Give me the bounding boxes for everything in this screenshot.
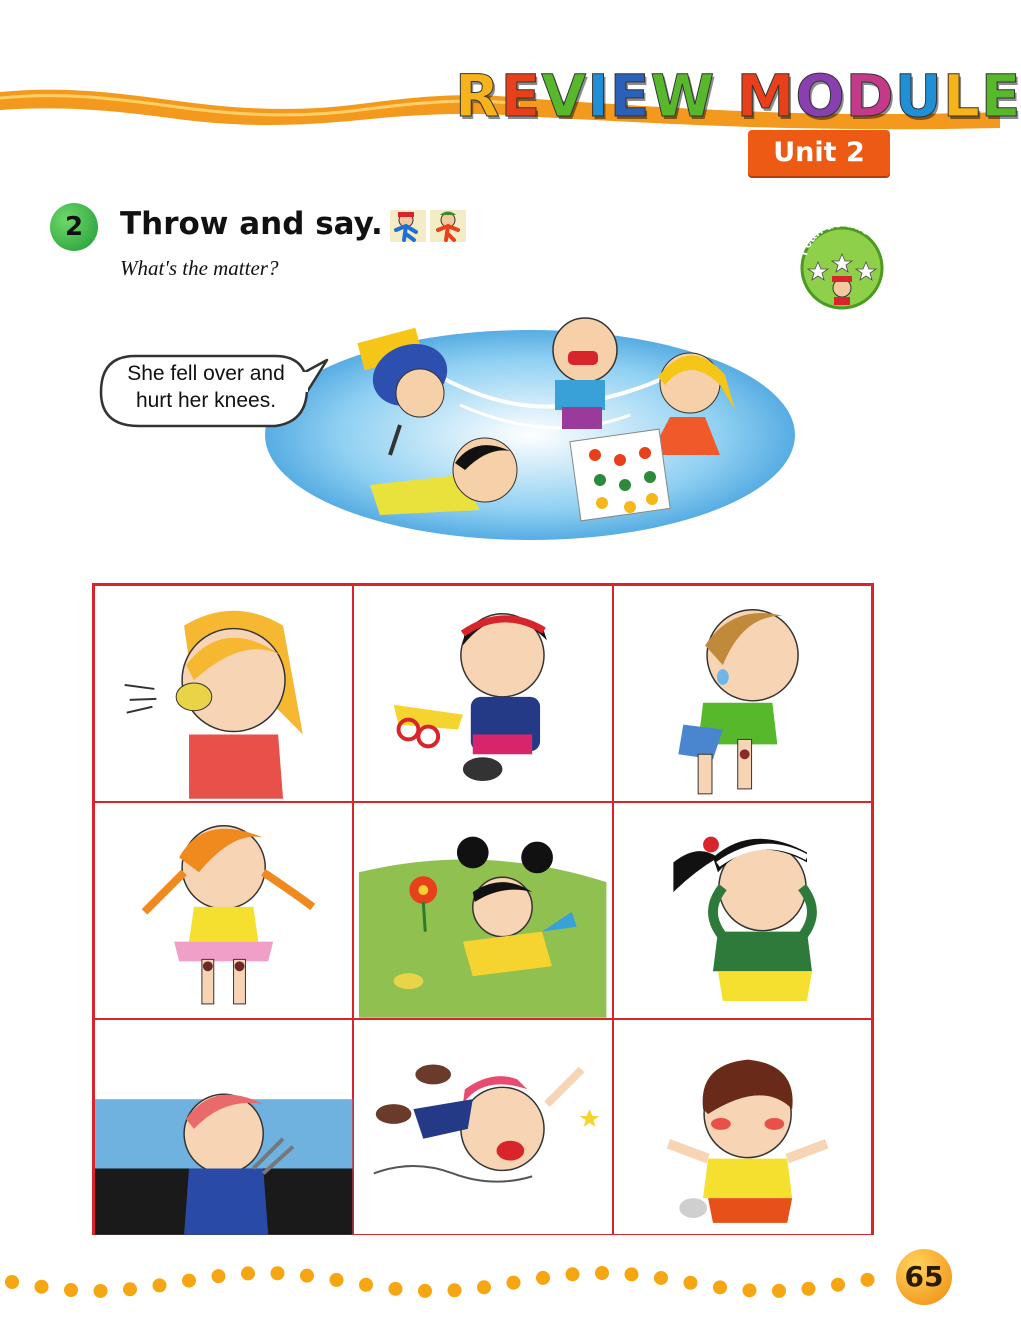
title-letter: O [795, 62, 846, 130]
title-letter: W [650, 62, 716, 130]
boy-fell-over-icon [353, 1019, 612, 1236]
activity-prompt: What's the matter? [120, 256, 279, 280]
speech-bubble-text [95, 360, 317, 424]
title-letter: V [541, 62, 588, 130]
title-letter: E [609, 62, 651, 130]
footer-dot [772, 1284, 786, 1298]
title-letter: D [845, 62, 895, 130]
title-letter: U [894, 62, 943, 130]
footer-dot [713, 1280, 727, 1294]
footer-dot [389, 1282, 403, 1296]
title-letter: E [980, 62, 1021, 130]
footer-dot [5, 1275, 19, 1289]
can-do-label: I can do this [795, 214, 874, 257]
i-can-do-this-badge [792, 212, 892, 312]
title-letter: R [455, 62, 501, 130]
children-playing-icon [388, 208, 468, 244]
title-letter [715, 62, 736, 130]
footer-dot [94, 1284, 108, 1298]
footer-dot [802, 1282, 816, 1296]
title-letter: I [587, 62, 610, 130]
footer-dot [566, 1267, 580, 1281]
footer-dot [271, 1266, 285, 1280]
activity-title: Throw and say. [120, 206, 383, 242]
boy-hot-and-sweaty-icon [613, 1019, 872, 1236]
girl-fell-over-on-grass-icon [353, 802, 612, 1019]
ailment-picture-grid [92, 583, 874, 1235]
activity-number-badge: 2 [50, 203, 98, 251]
title-letter: M [736, 62, 796, 130]
girl-sneezing-icon [94, 585, 353, 802]
footer-dot [625, 1267, 639, 1281]
footer-dot [300, 1269, 314, 1283]
footer-dot [212, 1269, 226, 1283]
page-number: 65 [896, 1249, 952, 1305]
footer-dot [418, 1284, 432, 1298]
footer-dot [536, 1271, 550, 1285]
boy-toothache-icon [94, 1019, 353, 1236]
title-letter: L [942, 62, 981, 130]
footer-dot [182, 1274, 196, 1288]
girl-cut-finger-with-scissors-icon [353, 585, 612, 802]
footer-dot [861, 1273, 875, 1287]
footer-dot [241, 1266, 255, 1280]
footer-dot [595, 1266, 609, 1280]
footer-dot [743, 1283, 757, 1297]
footer-dot [448, 1283, 462, 1297]
review-module-title [455, 62, 1021, 142]
footer-dot [123, 1282, 137, 1296]
footer-dot [831, 1278, 845, 1292]
footer-dot [507, 1276, 521, 1290]
boy-hurt-knee-icon [613, 585, 872, 802]
girl-headache-icon [613, 802, 872, 1019]
footer-dot [35, 1280, 49, 1294]
footer-dot [64, 1283, 78, 1297]
children-playing-illustration [250, 295, 790, 565]
unit-badge: Unit 2 [748, 130, 890, 176]
speech-line-2: hurt her knees. [135, 389, 277, 412]
girl-hurt-knees-icon [94, 802, 353, 1019]
footer-dot [153, 1278, 167, 1292]
footer-dot [330, 1273, 344, 1287]
title-letter: E [500, 62, 542, 130]
footer-dot [654, 1271, 668, 1285]
footer-dot [684, 1276, 698, 1290]
speech-line-1: She fell over and [127, 362, 285, 385]
footer-dot [477, 1280, 491, 1294]
footer-dot [359, 1278, 373, 1292]
footer-dot-border [0, 1260, 1000, 1320]
